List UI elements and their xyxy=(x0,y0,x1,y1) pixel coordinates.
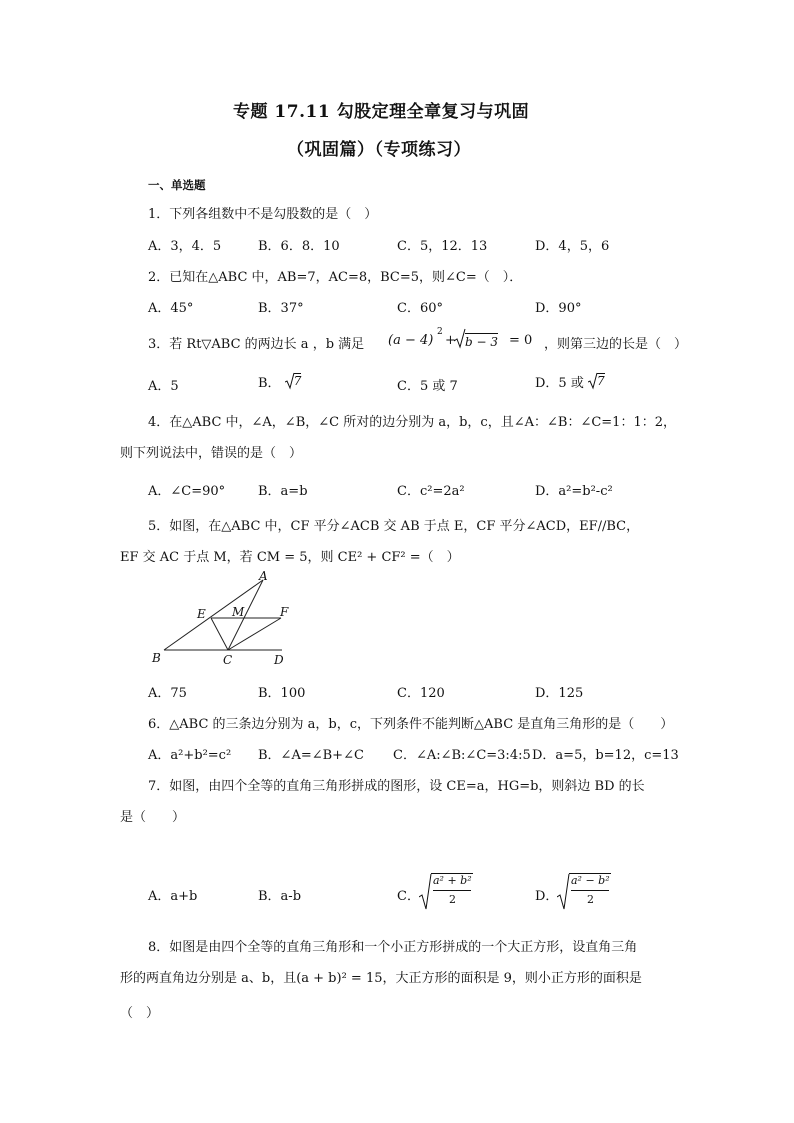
q5-option-d: D．125 xyxy=(535,686,584,701)
q7-d-numerator: a² − b² xyxy=(571,874,610,887)
q3-d-radicand: 7 xyxy=(596,374,605,388)
q7-option-d-label: D． xyxy=(535,889,559,904)
q3-radicand: b − 3 xyxy=(465,335,498,349)
q4-option-c: C．c²=2a² xyxy=(397,484,465,499)
q3-equals: = 0 xyxy=(509,333,533,348)
question-8-stem-line2: 形的两直角边分别是 a、b，且(a + b)² = 15，大正方形的面积是 9，则小正方形的面积是 xyxy=(120,971,642,986)
question-5-stem: 5．如图，在△ABC 中，CF 平分∠ACB 交 AB 于点 E，CF 平分∠ACD，EF//BC， xyxy=(148,519,640,534)
q3-option-d-label: D．5 或 xyxy=(535,376,588,391)
question-7-stem: 7．如图，由四个全等的直角三角形拼成的图形，设 CE=a，HG=b，则斜边 BD 的长 xyxy=(148,779,645,794)
sqrt-icon xyxy=(419,873,432,911)
q7-d-denominator: 2 xyxy=(587,893,594,906)
q2-option-d: D．90° xyxy=(535,301,582,316)
q3-option-a: A．5 xyxy=(148,379,179,394)
q3-paren-expr: (a − 4) xyxy=(388,333,434,348)
page-title: 专题 17.11 勾股定理全章复习与巩固 xyxy=(233,102,530,122)
q7-option-a: A．a+b xyxy=(148,889,198,904)
question-1-stem: 1．下列各组数中不是勾股数的是（ ） xyxy=(148,207,378,222)
q7-c-numerator: a² + b² xyxy=(433,874,472,887)
label-f: F xyxy=(280,605,289,619)
label-c: C xyxy=(223,653,233,667)
q3-plus: + xyxy=(445,333,456,348)
question-8-stem-line3: （ ） xyxy=(120,1006,160,1021)
q3-option-b xyxy=(258,372,303,391)
page-subtitle: （巩固篇）（专项练习） xyxy=(287,140,471,160)
q3-b-radicand: 7 xyxy=(293,374,302,388)
q4-option-d: D．a²=b²-c² xyxy=(535,484,613,499)
q3-exponent: 2 xyxy=(437,327,443,337)
q7-option-d xyxy=(535,872,625,914)
question-3-stem-b: ，则第三边的长是（ ） xyxy=(544,337,688,352)
question-7-stem-line2: 是（ ） xyxy=(120,810,186,825)
q7-c-denominator: 2 xyxy=(449,893,456,906)
label-a: A xyxy=(259,569,268,583)
label-e: E xyxy=(197,607,206,621)
q2-option-b: B．37° xyxy=(258,301,304,316)
line-ba xyxy=(164,580,263,650)
question-6-stem: 6．△ABC 的三条边分别为 a，b，c，下列条件不能判断△ABC 是直角三角形的是（ ） xyxy=(148,717,674,732)
section-heading: 一、单选题 xyxy=(148,178,206,192)
question-5-stem-line2: EF 交 AC 于点 M，若 CM = 5，则 CE² + CF² =（ ） xyxy=(120,550,460,565)
q7-option-c-label: C． xyxy=(397,889,420,904)
q6-option-b: B．∠A=∠B+∠C xyxy=(258,748,364,763)
q3-option-d xyxy=(535,372,606,391)
q1-option-b: B．6．8．10 xyxy=(258,239,340,254)
sqrt-icon xyxy=(557,873,570,911)
q6-option-a: A．a²+b²=c² xyxy=(148,748,232,763)
q3-option-c: C．5 或 7 xyxy=(397,379,458,394)
q2-option-a: A．45° xyxy=(148,301,194,316)
q7-option-b: B．a-b xyxy=(258,889,302,904)
q6-option-d: D．a=5，b=12，c=13 xyxy=(532,748,679,763)
q5-geometry-figure xyxy=(146,568,296,668)
q1-option-a: A．3，4．5 xyxy=(148,239,222,254)
q1-option-d: D．4，5，6 xyxy=(535,239,610,254)
label-d: D xyxy=(274,653,284,667)
label-m: M xyxy=(232,605,245,619)
q2-option-c: C．60° xyxy=(397,301,443,316)
q3-option-b-label: B． xyxy=(258,376,281,391)
q4-option-a: A．∠C=90° xyxy=(148,484,226,499)
question-3-stem-a: 3．若 Rt▽ABC 的两边长 a ，b 满足 xyxy=(148,337,365,352)
label-b: B xyxy=(152,651,161,665)
question-4-stem: 4．在△ABC 中，∠A，∠B，∠C 所对的边分别为 a，b，c，且∠A：∠B：∠C=1：1：2， xyxy=(148,415,676,430)
q3-formula xyxy=(388,324,533,350)
q5-option-a: A．75 xyxy=(148,686,187,701)
q6-option-c: C．∠A:∠B:∠C=3:4:5 xyxy=(393,748,531,763)
q1-option-c: C．5，12．13 xyxy=(397,239,488,254)
question-2-stem: 2．已知在△ABC 中，AB=7，AC=8，BC=5，则∠C=（ ）． xyxy=(148,270,523,285)
line-ec xyxy=(211,618,228,650)
q4-option-b: B．a=b xyxy=(258,484,308,499)
q7-option-c xyxy=(397,872,487,914)
question-4-stem-line2: 则下列说法中，错误的是（ ） xyxy=(120,446,303,461)
q5-option-b: B．100 xyxy=(258,686,306,701)
q5-option-c: C．120 xyxy=(397,686,445,701)
question-8-stem: 8．如图是由四个全等的直角三角形和一个小正方形拼成的一个大正方形，设直角三角 xyxy=(148,940,638,955)
